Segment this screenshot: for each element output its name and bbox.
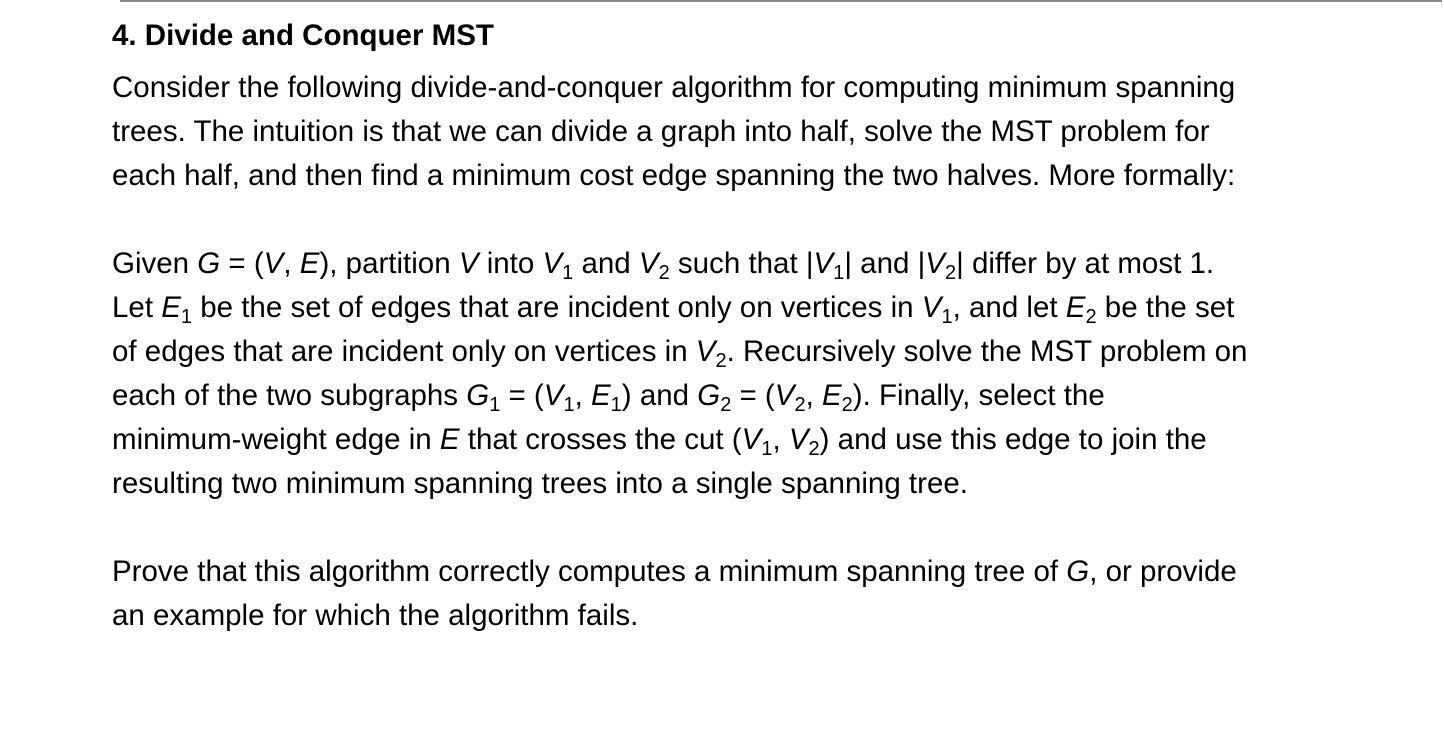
text-run: , xyxy=(574,379,591,412)
text-run: Let xyxy=(112,291,162,324)
math-symbol: V xyxy=(921,291,942,324)
subscript: 1 xyxy=(180,306,193,328)
subscript: 1 xyxy=(562,262,574,284)
math-symbol: E xyxy=(161,291,181,324)
algorithm-line xyxy=(112,242,1412,286)
text-run: each of the two subgraphs xyxy=(112,379,467,412)
algorithm-line xyxy=(112,374,1412,418)
intro-line: each half, and then find a minimum cost edge spanning the two halves. More formally: xyxy=(112,159,1236,192)
subscript: 2 xyxy=(841,394,853,416)
text-run: such that | xyxy=(669,247,814,280)
math-symbol: E xyxy=(590,379,611,412)
math-symbol: E xyxy=(299,247,320,280)
text-run: be the set xyxy=(1096,291,1235,324)
task-line xyxy=(112,594,1412,638)
math-symbol: E xyxy=(1065,291,1086,324)
subscript: 1 xyxy=(610,394,622,416)
text-run: into xyxy=(478,247,543,280)
intro-paragraph xyxy=(112,66,1412,198)
algorithm-line xyxy=(112,462,1412,506)
text-run: ) and xyxy=(621,379,698,412)
text-run: . Recursively solve the MST problem on xyxy=(726,335,1248,368)
subscript: 2 xyxy=(720,394,732,416)
math-symbol: V xyxy=(695,335,716,368)
intro-line: Consider the following divide-and-conquer algorithm for computing minimum spanning xyxy=(112,71,1236,104)
math-symbol: V xyxy=(813,247,834,280)
subscript: 2 xyxy=(794,394,806,416)
math-symbol: V xyxy=(925,247,945,280)
subscript: 2 xyxy=(1085,306,1097,328)
text-run: be the set of edges that are incident only on vertices in xyxy=(192,291,922,324)
subscript: 2 xyxy=(715,350,727,372)
text-run: , and let xyxy=(952,291,1066,324)
problem-document xyxy=(112,14,1412,638)
math-symbol: G xyxy=(466,379,490,412)
text-run: = ( xyxy=(731,379,775,412)
text-run: , xyxy=(283,247,300,280)
math-symbol: V xyxy=(741,423,762,456)
algorithm-line xyxy=(112,286,1412,330)
math-symbol: G xyxy=(197,247,221,280)
text-run: , xyxy=(805,379,822,412)
text-run: resulting two minimum spanning trees into a single spanning tree. xyxy=(112,467,968,500)
math-symbol: E xyxy=(439,423,460,456)
subscript: 2 xyxy=(808,438,820,460)
task-line xyxy=(112,550,1412,594)
math-symbol: V xyxy=(542,247,563,280)
text-run: = ( xyxy=(220,247,264,280)
algorithm-paragraph xyxy=(112,242,1412,506)
math-symbol: G xyxy=(697,379,721,412)
text-run: ), partition xyxy=(319,247,459,280)
math-symbol: V xyxy=(788,423,809,456)
algorithm-line xyxy=(112,330,1412,374)
subscript: 1 xyxy=(563,394,575,416)
task-paragraph xyxy=(112,550,1412,638)
subscript: 2 xyxy=(658,262,670,284)
top-divider xyxy=(120,0,1442,2)
text-run: Prove that this algorithm correctly computes a minimum spanning tree of xyxy=(112,555,1067,588)
text-run: | differ by at most 1. xyxy=(956,247,1215,280)
text-run: , xyxy=(772,423,789,456)
text-run: | and | xyxy=(844,247,926,280)
intro-line: trees. The intuition is that we can divide a graph into half, solve the MST problem for xyxy=(112,115,1210,148)
subscript: 1 xyxy=(489,394,501,416)
text-run: an example for which the algorithm fails. xyxy=(112,599,639,632)
text-run: that crosses the cut ( xyxy=(459,423,742,456)
subscript: 2 xyxy=(944,262,957,284)
text-run: ) and use this edge to join the xyxy=(819,423,1207,456)
subscript: 1 xyxy=(833,262,845,284)
text-run: minimum-weight edge in xyxy=(112,423,440,456)
math-symbol: V xyxy=(774,379,795,412)
problem-title: 4. Divide and Conquer MST xyxy=(112,19,494,52)
math-symbol: G xyxy=(1066,555,1090,588)
text-run: of edges that are incident only on vertices in xyxy=(112,335,696,368)
text-run: Given xyxy=(112,247,198,280)
algorithm-line xyxy=(112,418,1412,462)
math-symbol: V xyxy=(458,247,479,280)
paragraph-spacer xyxy=(112,506,1412,550)
subscript: 1 xyxy=(761,438,773,460)
math-symbol: V xyxy=(263,247,284,280)
math-symbol: E xyxy=(821,379,842,412)
subscript: 1 xyxy=(941,306,953,328)
math-symbol: V xyxy=(543,379,564,412)
text-run: , or provide xyxy=(1089,555,1237,588)
paragraph-spacer xyxy=(112,198,1412,242)
text-run: and xyxy=(573,247,639,280)
text-run: ). Finally, select the xyxy=(852,379,1105,412)
math-symbol: V xyxy=(638,247,659,280)
text-run: = ( xyxy=(500,379,544,412)
